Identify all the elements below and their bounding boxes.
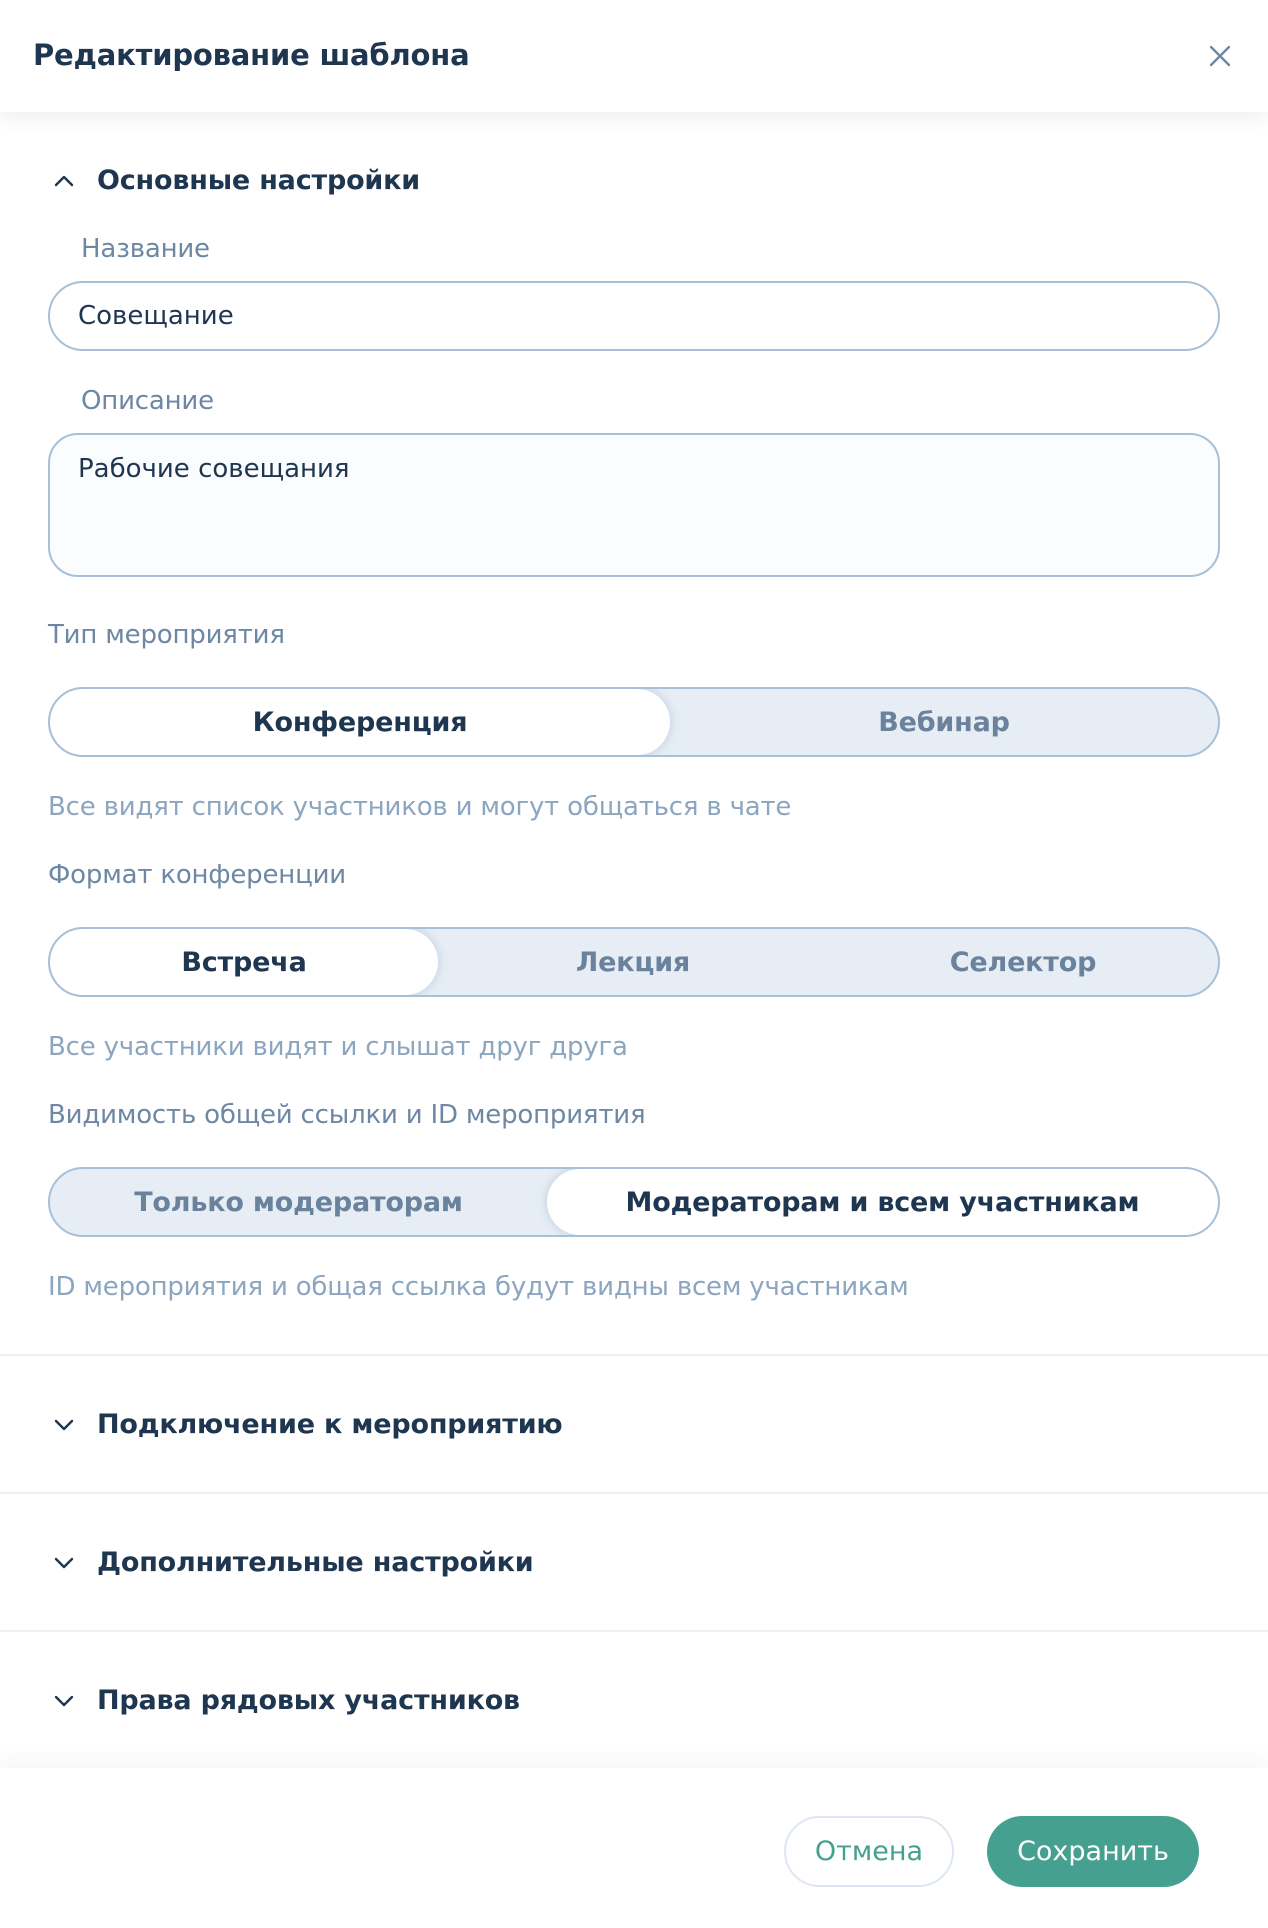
link-visibility-segmented-control (48, 1167, 1220, 1237)
dialog-footer (0, 1768, 1268, 1928)
link-visibility-option-moderators-only[interactable]: Только модераторам (134, 1186, 463, 1218)
cancel-button[interactable]: Отмена (784, 1816, 954, 1887)
chevron-down-icon (52, 1691, 76, 1711)
name-input[interactable] (48, 281, 1220, 351)
section-basic-settings-title: Основные настройки (97, 165, 420, 196)
chevron-down-icon (52, 1553, 76, 1573)
section-basic-settings-toggle[interactable] (0, 151, 1268, 211)
section-divider (0, 1630, 1268, 1632)
dialog-title: Редактирование шаблона (33, 38, 470, 72)
conference-format-segmented-control (48, 927, 1220, 997)
chevron-down-icon (52, 1415, 76, 1435)
dialog-content (0, 112, 1268, 1768)
event-type-help-text: Все видят список участников и могут общаться в чате (48, 792, 792, 822)
section-divider (0, 1354, 1268, 1356)
conference-format-option-lecture[interactable]: Лекция (575, 946, 691, 978)
name-label: Название (81, 234, 210, 264)
section-connection-title: Подключение к мероприятию (97, 1409, 563, 1440)
event-type-option-webinar[interactable]: Вебинар (878, 706, 1010, 738)
conference-format-option-meeting[interactable]: Встреча (50, 929, 438, 995)
section-participant-permissions-title: Права рядовых участников (97, 1685, 520, 1716)
event-type-option-conference[interactable]: Конференция (50, 689, 670, 755)
close-button[interactable] (1204, 40, 1236, 72)
conference-format-option-selector[interactable]: Селектор (949, 946, 1097, 978)
save-button[interactable]: Сохранить (987, 1816, 1199, 1887)
event-type-segmented-control (48, 687, 1220, 757)
section-participant-permissions-toggle[interactable] (0, 1671, 1268, 1731)
section-connection-toggle[interactable] (0, 1395, 1268, 1455)
close-icon (1209, 45, 1231, 67)
dialog-header (0, 0, 1268, 112)
conference-format-help-text: Все участники видят и слышат друг друга (48, 1032, 628, 1062)
link-visibility-label: Видимость общей ссылки и ID мероприятия (48, 1100, 646, 1130)
description-label: Описание (81, 386, 214, 416)
link-visibility-option-all-participants[interactable]: Модераторам и всем участникам (547, 1169, 1218, 1235)
section-additional-settings-toggle[interactable] (0, 1533, 1268, 1593)
chevron-up-icon (52, 171, 76, 191)
section-additional-settings-title: Дополнительные настройки (97, 1547, 534, 1578)
conference-format-label: Формат конференции (48, 860, 346, 890)
link-visibility-help-text: ID мероприятия и общая ссылка будут видны всем участникам (48, 1272, 909, 1302)
description-textarea[interactable] (48, 433, 1220, 577)
event-type-label: Тип мероприятия (48, 620, 285, 650)
section-divider (0, 1492, 1268, 1494)
